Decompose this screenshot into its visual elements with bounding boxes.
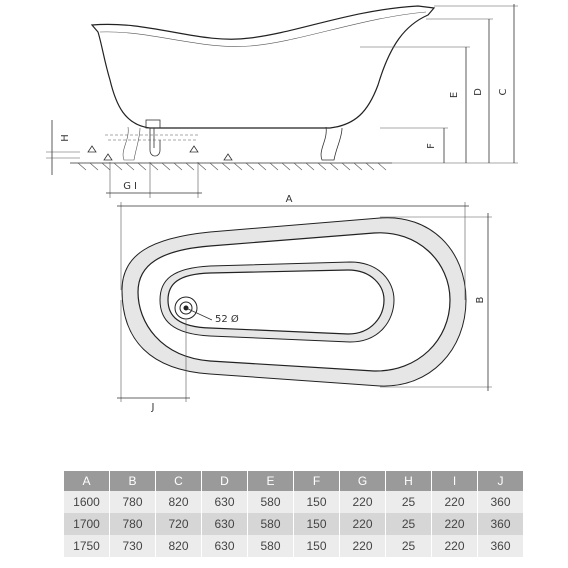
label-d: D bbox=[473, 88, 484, 96]
table-cell: 25 bbox=[386, 491, 432, 513]
table-cell: 25 bbox=[386, 513, 432, 535]
table-cell: 730 bbox=[110, 535, 156, 557]
column-header: F bbox=[294, 471, 340, 491]
table-cell: 820 bbox=[156, 491, 202, 513]
plan-view bbox=[117, 194, 492, 413]
table-cell: 720 bbox=[156, 513, 202, 535]
table-row bbox=[64, 491, 524, 513]
table-cell: 220 bbox=[432, 491, 478, 513]
table-cell: 150 bbox=[294, 491, 340, 513]
table-cell: 150 bbox=[294, 513, 340, 535]
dimension-g-i bbox=[106, 162, 202, 198]
table-cell: 780 bbox=[110, 491, 156, 513]
table-cell: 580 bbox=[248, 535, 294, 557]
dimensions-table bbox=[64, 471, 524, 557]
table-cell: 220 bbox=[340, 535, 386, 557]
table-cell: 360 bbox=[478, 513, 524, 535]
table-cell: 820 bbox=[156, 535, 202, 557]
column-header: H bbox=[386, 471, 432, 491]
table-cell: 220 bbox=[432, 535, 478, 557]
label-e: E bbox=[449, 91, 460, 99]
table-cell: 1600 bbox=[64, 491, 110, 513]
table-cell: 220 bbox=[340, 491, 386, 513]
label-h: H bbox=[60, 134, 71, 142]
label-j: J bbox=[151, 402, 155, 413]
label-g: G bbox=[123, 181, 131, 192]
table-cell: 220 bbox=[432, 513, 478, 535]
label-i: I bbox=[134, 181, 137, 192]
floor-hatching bbox=[78, 163, 386, 170]
side-elevation-view bbox=[46, 4, 518, 198]
table-cell: 580 bbox=[248, 513, 294, 535]
column-header: A bbox=[64, 471, 110, 491]
tub-side-outline bbox=[92, 6, 434, 128]
table-cell: 630 bbox=[202, 491, 248, 513]
table-cell: 220 bbox=[340, 513, 386, 535]
column-header: I bbox=[432, 471, 478, 491]
tub-leg-left bbox=[123, 127, 140, 160]
label-b: B bbox=[475, 296, 486, 304]
table-cell: 1750 bbox=[64, 535, 110, 557]
table-cell: 150 bbox=[294, 535, 340, 557]
label-f: F bbox=[426, 143, 437, 149]
dimension-h bbox=[46, 120, 80, 175]
column-header: D bbox=[202, 471, 248, 491]
column-header: E bbox=[248, 471, 294, 491]
table-row bbox=[64, 513, 524, 535]
table-cell: 630 bbox=[202, 535, 248, 557]
table-cell: 1700 bbox=[64, 513, 110, 535]
table-cell: 360 bbox=[478, 491, 524, 513]
table-cell: 25 bbox=[386, 535, 432, 557]
label-a: A bbox=[285, 194, 293, 205]
table-header-row bbox=[64, 471, 524, 491]
tub-leg-right bbox=[321, 127, 342, 160]
table-cell: 780 bbox=[110, 513, 156, 535]
column-header: J bbox=[478, 471, 524, 491]
column-header: C bbox=[156, 471, 202, 491]
column-header: B bbox=[110, 471, 156, 491]
label-c: C bbox=[498, 88, 509, 96]
table-cell: 360 bbox=[478, 535, 524, 557]
table-row bbox=[64, 535, 524, 557]
label-drain-diameter: 52 Ø bbox=[215, 314, 239, 325]
table-cell: 580 bbox=[248, 491, 294, 513]
tub-basin-inner bbox=[168, 270, 384, 334]
table-cell: 630 bbox=[202, 513, 248, 535]
column-header: G bbox=[340, 471, 386, 491]
